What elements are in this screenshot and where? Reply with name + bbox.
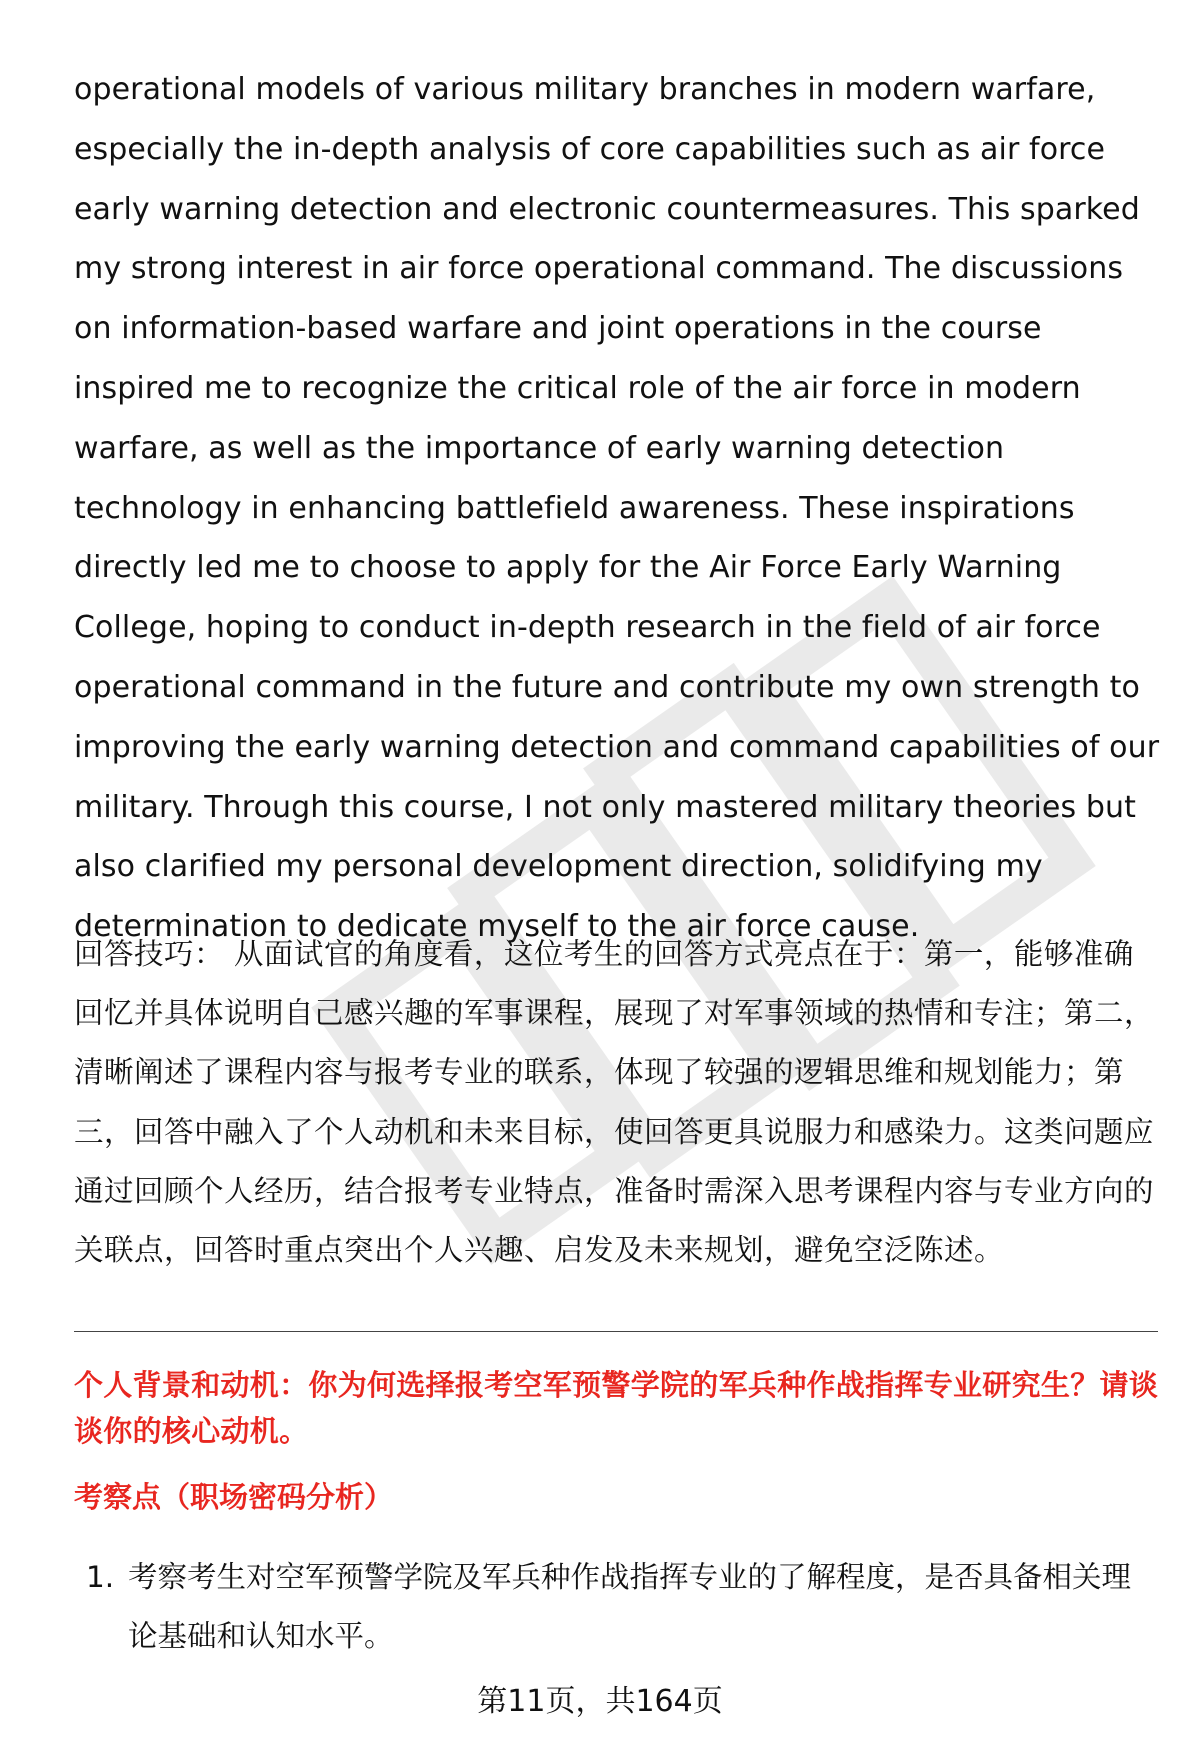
assessment-points-title: 考察点（职场密码分析） <box>74 1480 394 1514</box>
answer-tip-label: 回答技巧： <box>74 937 225 971</box>
assessment-points-list <box>74 1548 1160 1666</box>
answer-tip-text: 从面试官的角度看，这位考生的回答方式亮点在于：第一，能够准确回忆并具体说明自己感兴趣的军事课程，展现了对军事领域的热情和专注；第二，清晰阐述了课程内容与报考专业的联系，体现了较强的逻辑思维和规划能力；第三，回答中融入了个人动机和未来目标，使回答更具说服力和感染力。这类问题应通过回顾个人经历，结合报考专业特点，准备时需深入思考课程内容与专业方向的关联点，回答时重点突出个人兴趣、启发及未来规划，避免空泛陈述。 <box>74 937 1155 1268</box>
section-divider <box>74 1331 1158 1332</box>
list-item-number: 1. <box>86 1560 115 1594</box>
question-heading: 个人背景和动机：你为何选择报考空军预警学院的军兵种作战指挥专业研究生？请谈谈你的核心动机。 <box>74 1368 1159 1448</box>
answer-paragraph-english: operational models of various military branches in modern warfare, especially the in-depth analysis of core capabilities such as air force early warning detection and electronic countermeasures. This sparked my strong interest in air force operational command. The discussions on information-based warfare and joint operations in the course inspired me to recognize the critical role of the air force in modern warfare, as well as the importance of early warning detection technology in enhancing battlefield awareness. These inspirations directly led me to choose to apply for the Air Force Early Warning College, hoping to conduct in-depth research in the field of air force operational command in the future and contribute my own strength to improving the early warning detection and command capabilities of our military. Through this course, I not only mastered military theories but also clarified my personal development direction, solidifying my determination to dedicate myself to the air force cause. <box>74 72 1160 945</box>
list-item-text: 考察考生对空军预警学院及军兵种作战指挥专业的了解程度，是否具备相关理论基础和认知水平。 <box>128 1560 1132 1653</box>
page-number-footer: 第11页，共164页 <box>477 1684 723 1719</box>
answer-tip-paragraph <box>74 925 1160 1280</box>
list-item <box>74 1548 1160 1666</box>
